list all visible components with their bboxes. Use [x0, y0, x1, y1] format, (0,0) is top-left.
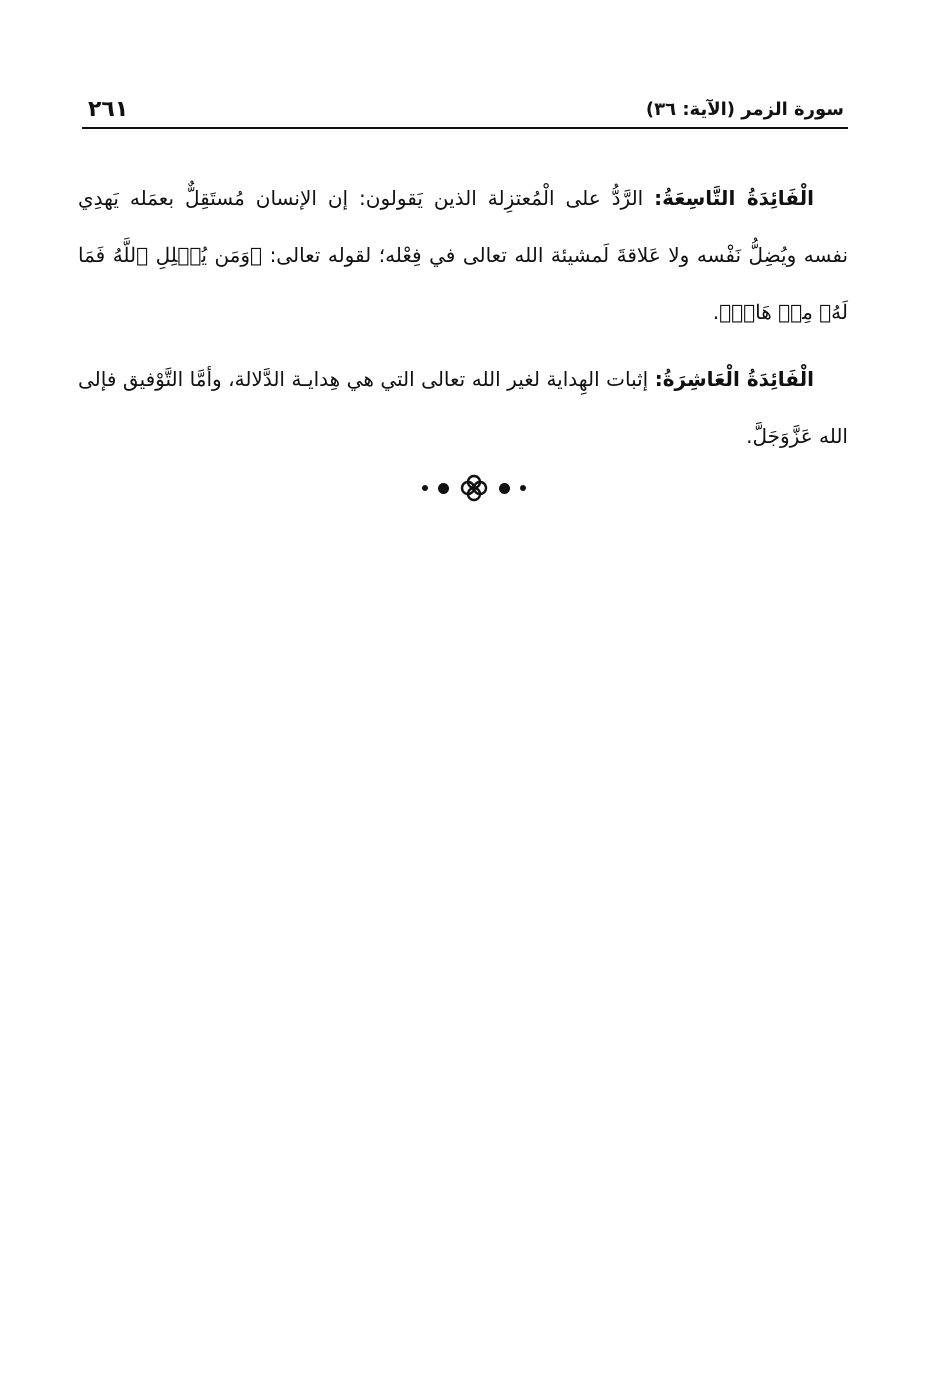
page-number: ٢٦١	[88, 97, 129, 122]
knot-ornament-icon	[459, 473, 489, 503]
page-header	[82, 95, 848, 127]
paragraph-heading: الْفَائِدَةُ التَّاسِعَةُ:	[654, 186, 814, 210]
dot-icon	[499, 483, 510, 494]
section-divider	[0, 470, 948, 506]
paragraph-tenth-benefit	[78, 351, 848, 465]
body-text	[78, 170, 848, 475]
paragraph-heading: الْفَائِدَةُ الْعَاشِرَةُ:	[654, 367, 815, 391]
running-head: سورة الزمر (الآية: ٣٦)	[645, 99, 844, 120]
quran-quote: ﴿وَمَن يُضۡلِلِ ٱللَّهُ فَمَا لَهُۥ مِنۡ هَادٖ﴾	[78, 243, 848, 324]
paragraph-end: .	[712, 300, 720, 324]
paragraph-text: الرَّدُّ على الْمُعتزِلة الذين يَقولون: إن الإنسان مُستَقِلٌّ بعمَله يَهدِي نفسه ويُضِلُّ نَفْسه ولا عَلاقةَ لَمشيئة الله تعالى في فِعْله؛ لقوله تعالى:	[78, 186, 849, 267]
paragraph-ninth-benefit	[78, 170, 848, 341]
paragraph-text: إثبات الهِداية لغير الله تعالى التي هي هِدايـة الدَّلالة، وأمَّا التَّوْفيق فإلى الله عَزَّوَجَلَّ.	[78, 367, 848, 448]
dot-icon	[438, 483, 449, 494]
dot-icon	[520, 485, 526, 491]
header-rule	[82, 127, 848, 129]
dot-icon	[422, 485, 428, 491]
